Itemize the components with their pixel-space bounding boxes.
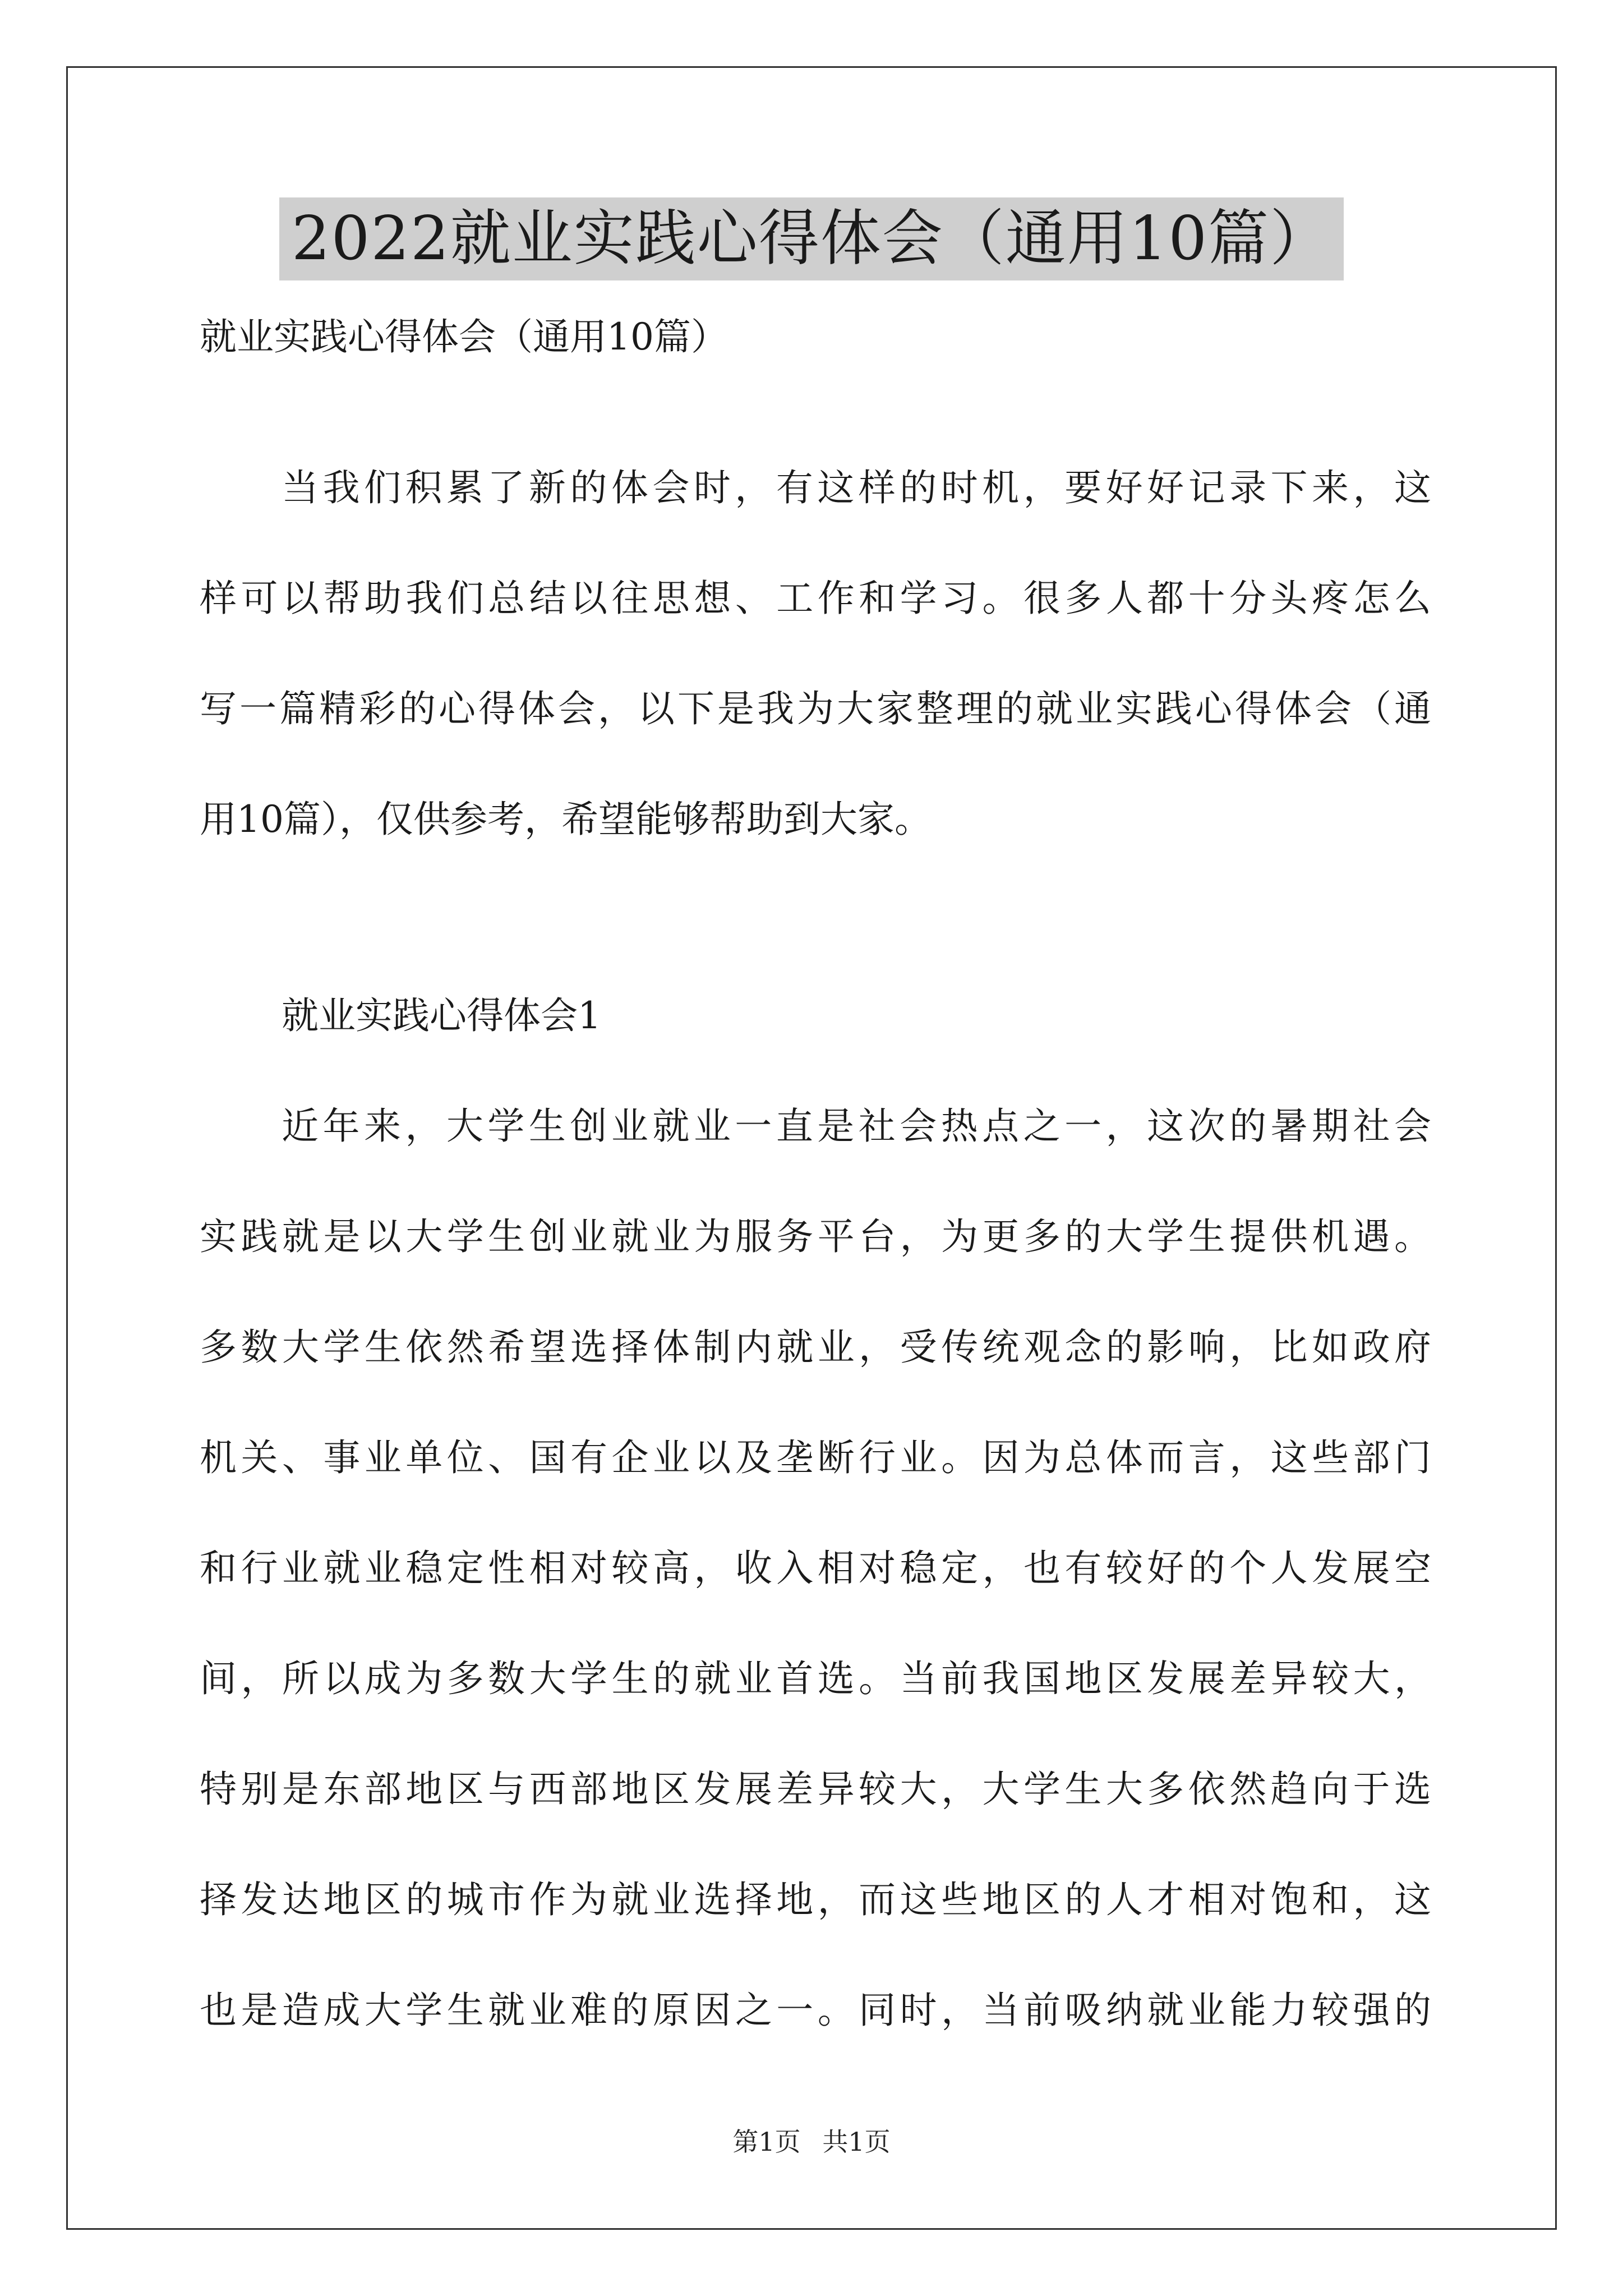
body-line: 间，所以成为多数大学生的就业首选。当前我国地区发展差异较大， (200, 1657, 1431, 1700)
section-heading: 就业实践心得体会1 (282, 994, 601, 1037)
subtitle: 就业实践心得体会（通用10篇） (200, 315, 728, 358)
title-wrap (0, 197, 1623, 280)
page-number-total: 共1页 (822, 2127, 891, 2157)
intro-line: 写一篇精彩的心得体会，以下是我为大家整理的就业实践心得体会（通 (200, 687, 1431, 730)
intro-line: 用10篇），仅供参考，希望能够帮助到大家。 (200, 798, 932, 841)
body-line: 也是造成大学生就业难的原因之一。同时，当前吸纳就业能力较强的 (200, 1989, 1431, 2032)
body-line: 和行业就业稳定性相对较高，收入相对稳定，也有较好的个人发展空 (200, 1547, 1431, 1590)
body-line: 近年来，大学生创业就业一直是社会热点之一，这次的暑期社会 (282, 1105, 1431, 1148)
document-title: 2022就业实践心得体会（通用10篇） (279, 197, 1344, 280)
body-line: 机关、事业单位、国有企业以及垄断行业。因为总体而言，这些部门 (200, 1436, 1431, 1479)
page-footer (0, 2125, 1623, 2159)
intro-line: 当我们积累了新的体会时，有这样的时机，要好好记录下来，这 (282, 466, 1431, 509)
body-line: 择发达地区的城市作为就业选择地，而这些地区的人才相对饱和，这 (200, 1878, 1431, 1921)
body-line: 特别是东部地区与西部地区发展差异较大，大学生大多依然趋向于选 (200, 1768, 1431, 1811)
intro-line: 样可以帮助我们总结以往思想、工作和学习。很多人都十分头疼怎么 (200, 577, 1431, 620)
body-line: 多数大学生依然希望选择体制内就业，受传统观念的影响，比如政府 (200, 1326, 1431, 1369)
body-line: 实践就是以大学生创业就业为服务平台，为更多的大学生提供机遇。 (200, 1215, 1431, 1258)
page-number-current: 第1页 (732, 2127, 801, 2157)
